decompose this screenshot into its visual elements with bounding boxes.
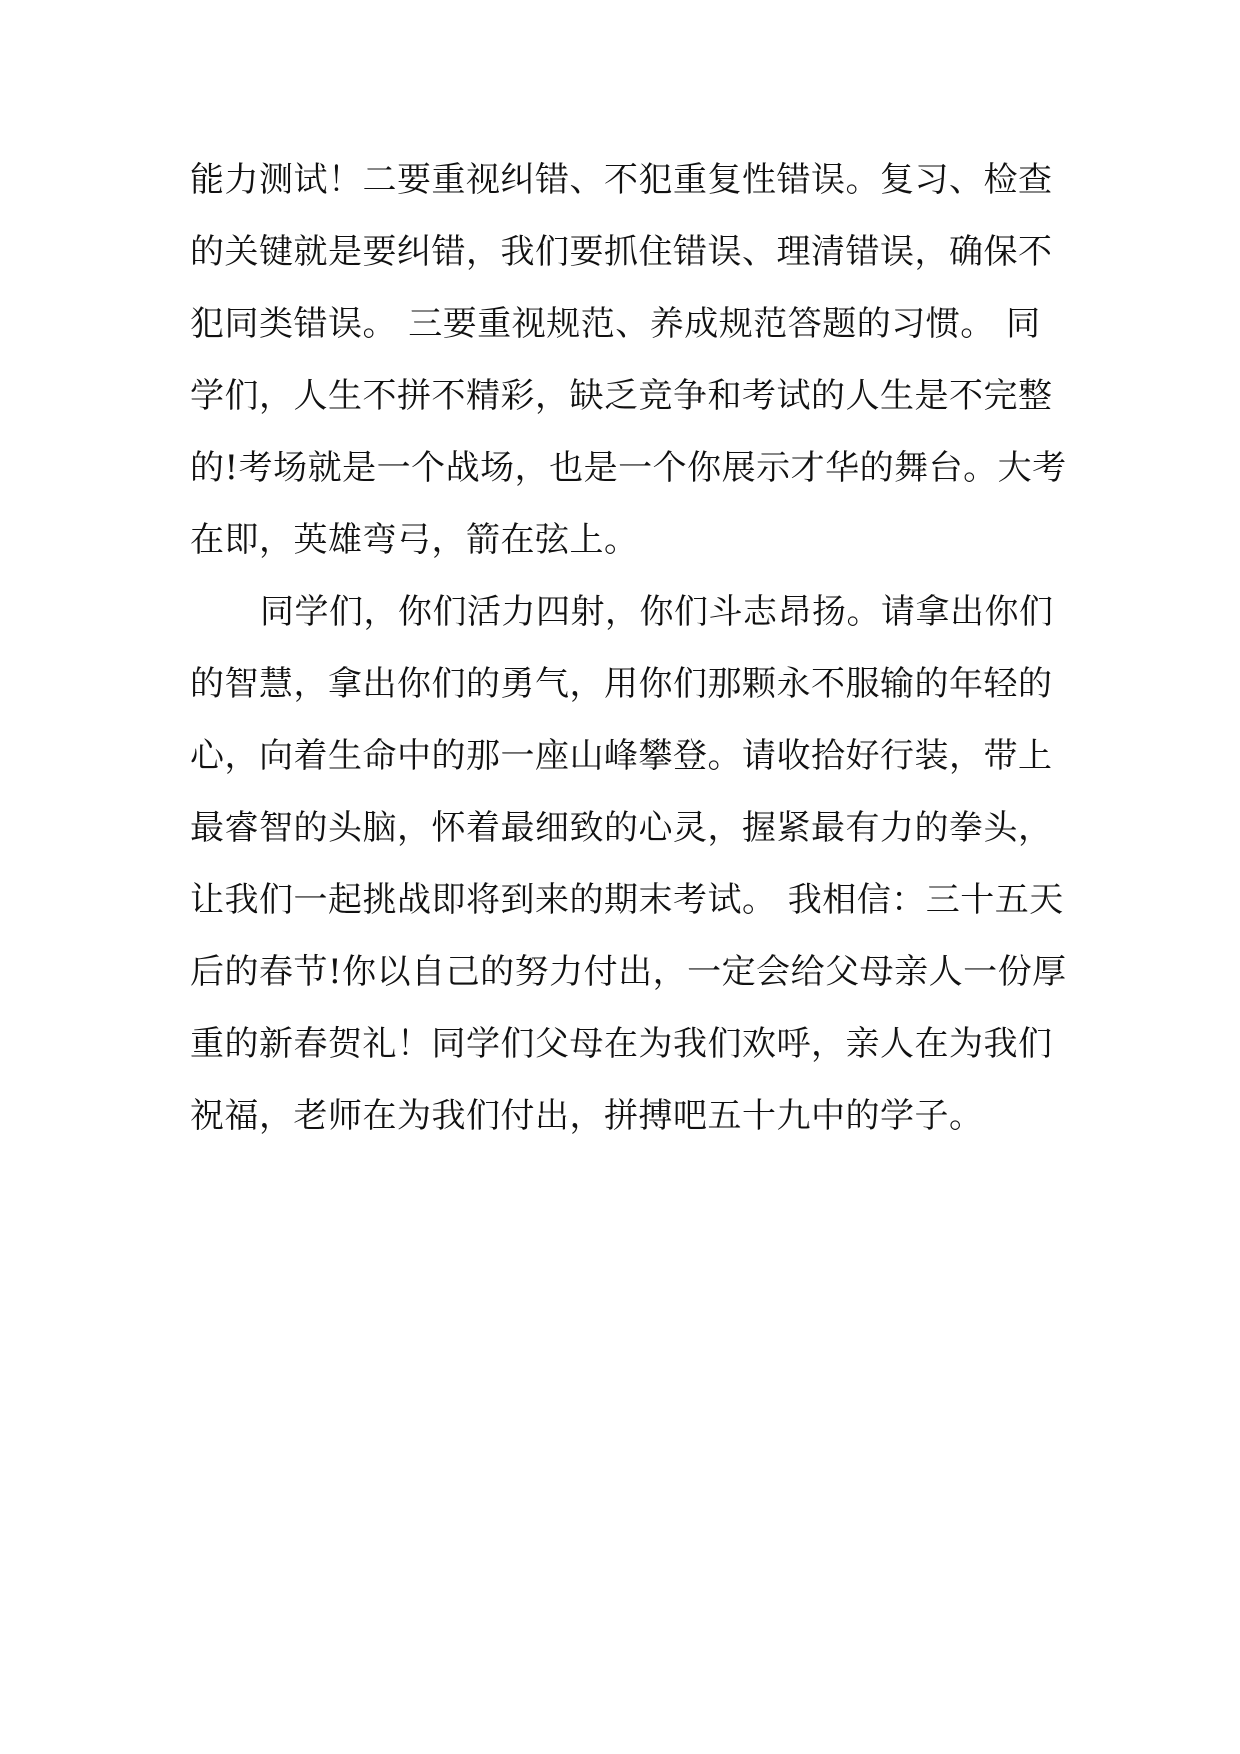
paragraph-2-line-8: 祝福，老师在为我们付出，拼搏吧五十九中的学子。	[190, 1096, 984, 1136]
paragraph-2-line-5: 让我们一起挑战即将到来的期末考试。 我相信：三十五天	[190, 880, 1064, 920]
paragraph-1-line-5: 的!考场就是一个战场，也是一个你展示才华的舞台。大考	[190, 448, 1067, 488]
paragraph-2-line-4: 最睿智的头脑，怀着最细致的心灵，握紧最有力的拳头，	[190, 808, 1053, 848]
paragraph-1-line-2: 的关键就是要纠错，我们要抓住错误、理清错误，确保不	[190, 232, 1053, 272]
paragraph-1-line-4: 学们，人生不拼不精彩，缺乏竞争和考试的人生是不完整	[190, 376, 1053, 416]
paragraph-2-line-6: 后的春节!你以自己的努力付出，一定会给父母亲人一份厚	[190, 952, 1067, 992]
paragraph-2-line-2: 的智慧，拿出你们的勇气，用你们那颗永不服输的年轻的	[190, 664, 1053, 704]
paragraph-2-line-3: 心，向着生命中的那一座山峰攀登。请收拾好行装，带上	[190, 736, 1053, 776]
paragraph-2-line-7: 重的新春贺礼！同学们父母在为我们欢呼，亲人在为我们	[190, 1024, 1053, 1064]
paragraph-1-line-3: 犯同类错误。 三要重视规范、养成规范答题的习惯。 同	[190, 304, 1041, 344]
paragraph-1-line-6: 在即，英雄弯弓，箭在弦上。	[190, 520, 639, 560]
paragraph-1-line-1: 能力测试！二要重视纠错、不犯重复性错误。复习、检查	[190, 160, 1053, 200]
paragraph-2-line-1: 同学们，你们活力四射，你们斗志昂扬。请拿出你们	[260, 592, 1054, 632]
